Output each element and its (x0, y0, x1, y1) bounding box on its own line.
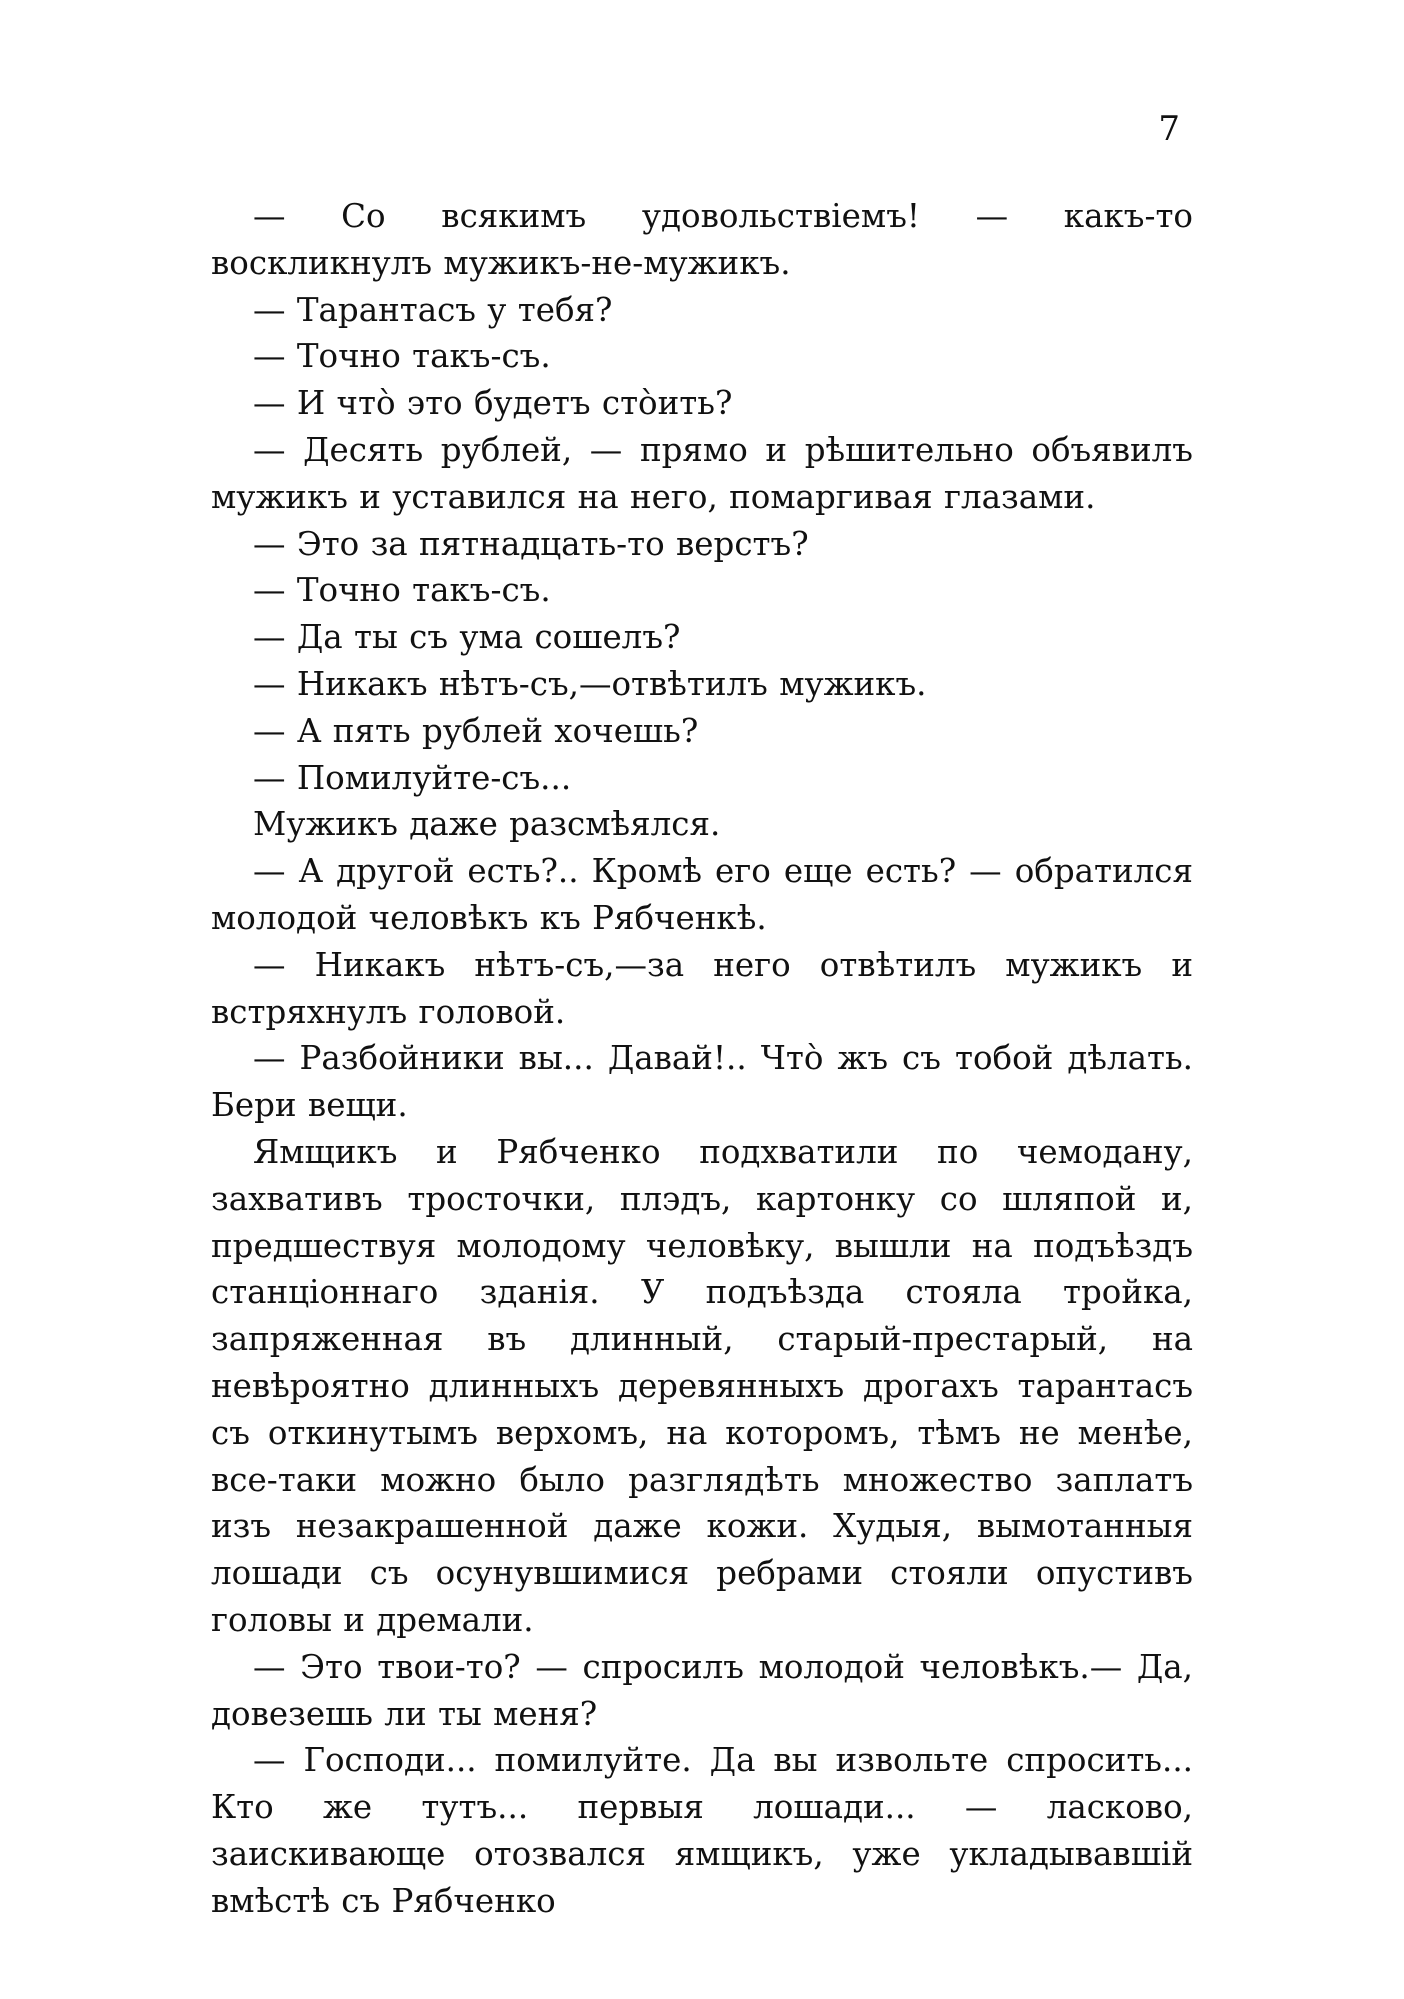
paragraph: — А другой есть?.. Кромѣ его еще есть? — обратился молодой человѣкъ къ Рябченкѣ. (211, 852, 1193, 937)
paragraph: — Никакъ нѣтъ-съ,—отвѣтилъ мужикъ. (253, 664, 927, 703)
paragraph: — Тарантасъ у тебя? (253, 290, 613, 329)
paragraph: — Помилуйте-съ... (253, 758, 572, 797)
text-body (211, 193, 1193, 1924)
paragraph: — Это за пятнадцать-то верстъ? (253, 524, 809, 563)
paragraph: — Господи... помилуйте. Да вы извольте спросить... Кто же тутъ... первыя лошади... — ласково, заискивающе отозвался ямщикъ, уже укладывавшій вмѣстѣ съ Рябченко (211, 1741, 1193, 1920)
paragraph: — Десять рублей, — прямо и рѣшительно объявилъ мужикъ и уставился на него, помаргивая глазами. (211, 430, 1193, 516)
paragraph: — И что̀ это будетъ сто̀ить? (253, 384, 733, 423)
paragraph: — А пять рублей хочешь? (253, 711, 699, 750)
paragraph: — Со всякимъ удовольствіемъ! — какъ-то воскликнулъ мужикъ-не-мужикъ. (211, 197, 1193, 282)
paragraph: — Это твои-то? — спросилъ молодой человѣкъ.— Да, довезешь ли ты меня? (211, 1647, 1193, 1733)
paragraph: Ямщикъ и Рябченко подхватили по чемодану, захвативъ тросточки, плэдъ, картонку со шляпой и, предшествуя молодому человѣку, вышли на подъѣздъ станціоннаго зданія. У подъѣзда стояла тройка, запряженная въ длинный, старый-престарый, на невѣроятно длинныхъ деревянныхъ дрогахъ тарантасъ съ откинутымъ верхомъ, на которомъ, тѣмъ не менѣе, все-таки можно было разглядѣть множество заплатъ изъ незакрашенной даже кожи. Худыя, вымотанныя лошади съ осунувшимися ребрами стояли опустивъ головы и дремали. (211, 1132, 1193, 1639)
paragraph: — Точно такъ-съ. (253, 571, 551, 610)
paragraph: — Точно такъ-съ. (253, 337, 551, 376)
paragraph: — Никакъ нѣтъ-съ,—за него отвѣтилъ мужикъ и встряхнулъ головой. (211, 945, 1193, 1031)
paragraph: — Разбойники вы... Давай!.. Что̀ жъ съ тобой дѣлать. Бери вещи. (211, 1039, 1193, 1125)
paragraph: — Да ты съ ума сошелъ? (253, 618, 681, 657)
page-number: 7 (1158, 109, 1180, 149)
paragraph: Мужикъ даже разсмѣялся. (253, 805, 721, 844)
